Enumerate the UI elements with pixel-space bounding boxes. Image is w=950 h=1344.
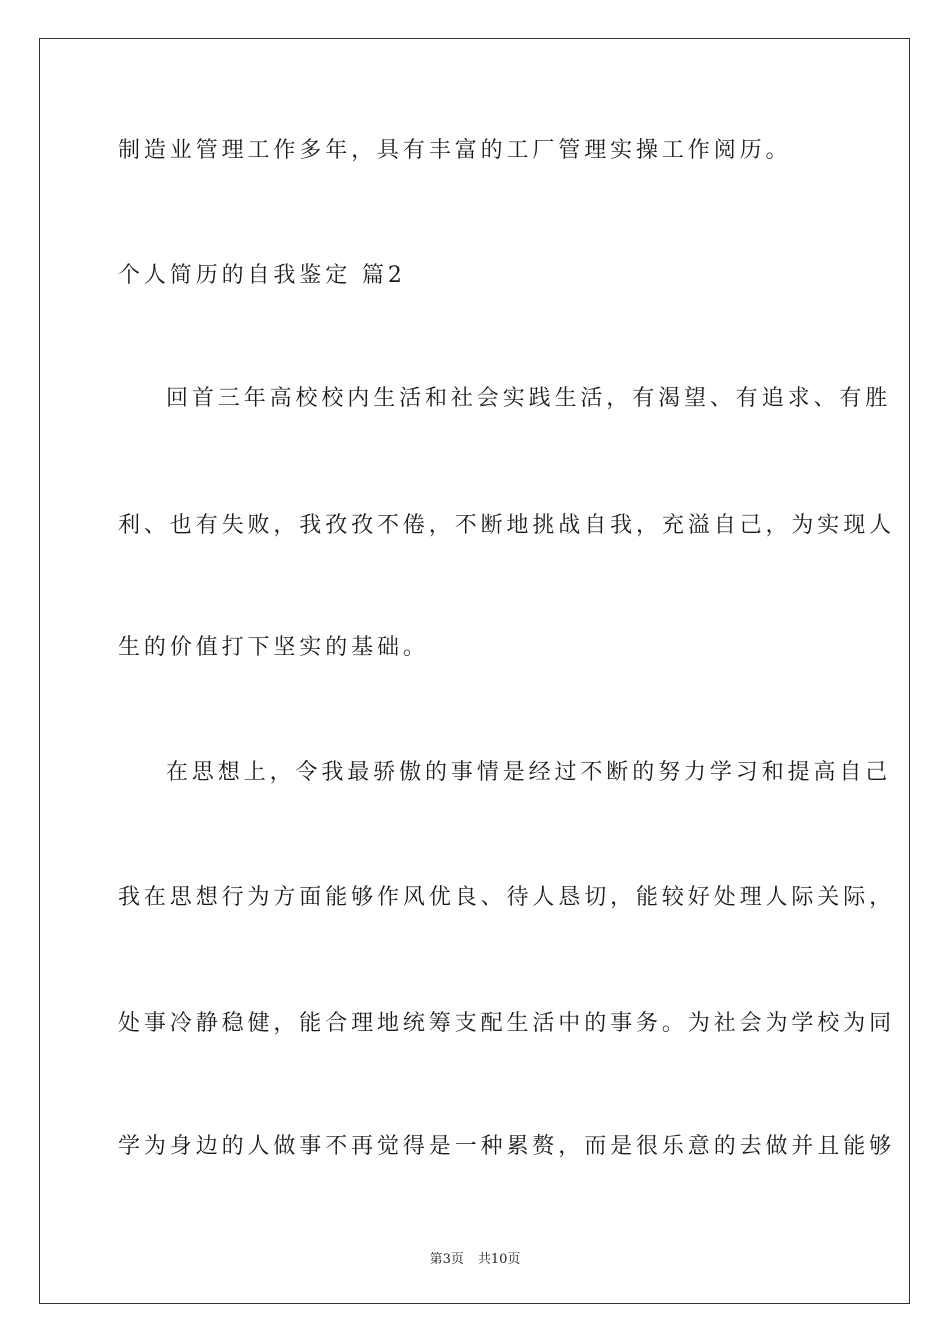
section-heading: 个人简历的自我鉴定 篇2 [118, 263, 406, 288]
page-border [39, 38, 910, 1304]
page-total: 共10页 [477, 1252, 521, 1267]
text-line-7: 我在思想行为方面能够作风优良、待人恳切，能较好处理人际关际， [118, 885, 896, 910]
text-line-4: 利、也有失败，我孜孜不倦，不断地挑战自我，充溢自己，为实现人 [118, 513, 896, 538]
page-footer [0, 1248, 950, 1267]
text-line-8: 处事冷静稳健，能合理地统筹支配生活中的事务。为社会为学校为同 [118, 1011, 896, 1036]
text-line-1: 制造业管理工作多年，具有丰富的工厂管理实操工作阅历。 [118, 138, 792, 163]
text-line-9: 学为身边的人做事不再觉得是一种累赘，而是很乐意的去做并且能够 [118, 1134, 896, 1159]
text-line-6: 在思想上，令我最骄傲的事情是经过不断的努力学习和提高自己 [166, 760, 892, 785]
page-number: 第3页 [429, 1252, 464, 1267]
text-line-3: 回首三年高校校内生活和社会实践生活，有渴望、有追求、有胜 [166, 386, 892, 411]
text-line-5: 生的价值打下坚实的基础。 [118, 635, 429, 660]
